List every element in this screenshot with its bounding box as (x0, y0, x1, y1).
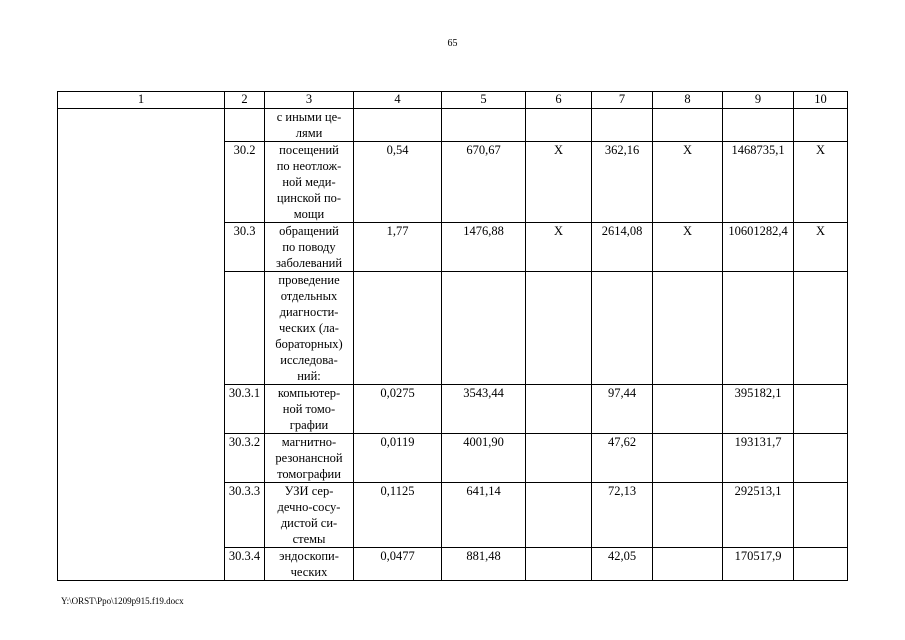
row-description-cell: эндоскопи- ческих (265, 548, 354, 581)
col6-cell: Х (526, 223, 592, 272)
col7-cell: 47,62 (592, 434, 653, 483)
row-code-cell: 30.3.3 (225, 483, 265, 548)
col8-cell: Х (653, 223, 723, 272)
col6-cell (526, 434, 592, 483)
column-header: 2 (225, 92, 265, 109)
col7-cell (592, 109, 653, 142)
column-header: 4 (354, 92, 442, 109)
col4-cell (354, 109, 442, 142)
col8-cell (653, 385, 723, 434)
column-header: 3 (265, 92, 354, 109)
file-path-footer: Y:\ORST\Ppo\1209p915.f19.docx (61, 596, 184, 606)
col8-cell (653, 434, 723, 483)
col9-cell: 10601282,4 (723, 223, 794, 272)
column-header: 9 (723, 92, 794, 109)
col5-cell: 881,48 (442, 548, 526, 581)
col4-cell: 0,54 (354, 142, 442, 223)
col7-cell (592, 272, 653, 385)
row-code-cell (225, 109, 265, 142)
col7-cell: 72,13 (592, 483, 653, 548)
col10-cell (794, 434, 848, 483)
col8-cell (653, 272, 723, 385)
row-description-cell: УЗИ сер- дечно-сосу- дистой си- стемы (265, 483, 354, 548)
col5-cell (442, 109, 526, 142)
column-header: 8 (653, 92, 723, 109)
column-header: 5 (442, 92, 526, 109)
row-description-cell: обращений по поводу заболеваний (265, 223, 354, 272)
col5-cell: 1476,88 (442, 223, 526, 272)
group-cell (58, 109, 225, 581)
row-code-cell: 30.3.2 (225, 434, 265, 483)
col6-cell (526, 548, 592, 581)
col10-cell: Х (794, 223, 848, 272)
row-description-cell: посещений по неотлож- ной меди- цинской по- мощи (265, 142, 354, 223)
row-code-cell: 30.3.1 (225, 385, 265, 434)
page-number: 65 (447, 38, 458, 49)
col8-cell: Х (653, 142, 723, 223)
col7-cell: 362,16 (592, 142, 653, 223)
table-row (58, 109, 848, 142)
col10-cell (794, 109, 848, 142)
col5-cell: 641,14 (442, 483, 526, 548)
col9-cell: 1468735,1 (723, 142, 794, 223)
col8-cell (653, 109, 723, 142)
column-header: 10 (794, 92, 848, 109)
col10-cell (794, 483, 848, 548)
col4-cell: 0,0275 (354, 385, 442, 434)
col7-cell: 42,05 (592, 548, 653, 581)
col4-cell: 0,0477 (354, 548, 442, 581)
col5-cell: 4001,90 (442, 434, 526, 483)
col10-cell (794, 272, 848, 385)
row-code-cell: 30.3 (225, 223, 265, 272)
col10-cell: Х (794, 142, 848, 223)
row-description-cell: магнитно- резонансной томографии (265, 434, 354, 483)
col10-cell (794, 385, 848, 434)
col6-cell (526, 109, 592, 142)
col9-cell: 292513,1 (723, 483, 794, 548)
row-description-cell: компьютер- ной томо- графии (265, 385, 354, 434)
row-description-cell: проведение отдельных диагности- ческих (ла- бораторных) исследова- ний: (265, 272, 354, 385)
column-header: 7 (592, 92, 653, 109)
col10-cell (794, 548, 848, 581)
row-code-cell: 30.2 (225, 142, 265, 223)
col6-cell (526, 385, 592, 434)
col9-cell: 193131,7 (723, 434, 794, 483)
col7-cell: 97,44 (592, 385, 653, 434)
col8-cell (653, 483, 723, 548)
row-code-cell: 30.3.4 (225, 548, 265, 581)
col9-cell (723, 272, 794, 385)
col4-cell: 0,0119 (354, 434, 442, 483)
col8-cell (653, 548, 723, 581)
col9-cell: 395182,1 (723, 385, 794, 434)
col7-cell: 2614,08 (592, 223, 653, 272)
col4-cell: 1,77 (354, 223, 442, 272)
col6-cell: Х (526, 142, 592, 223)
col6-cell (526, 483, 592, 548)
row-code-cell (225, 272, 265, 385)
header-row (58, 92, 848, 109)
data-table (57, 91, 848, 581)
column-header: 6 (526, 92, 592, 109)
column-header: 1 (58, 92, 225, 109)
row-description-cell: с иными це- лями (265, 109, 354, 142)
col9-cell (723, 109, 794, 142)
table-body (58, 109, 848, 581)
col9-cell: 170517,9 (723, 548, 794, 581)
col5-cell: 670,67 (442, 142, 526, 223)
col5-cell (442, 272, 526, 385)
col5-cell: 3543,44 (442, 385, 526, 434)
col4-cell (354, 272, 442, 385)
col4-cell: 0,1125 (354, 483, 442, 548)
col6-cell (526, 272, 592, 385)
